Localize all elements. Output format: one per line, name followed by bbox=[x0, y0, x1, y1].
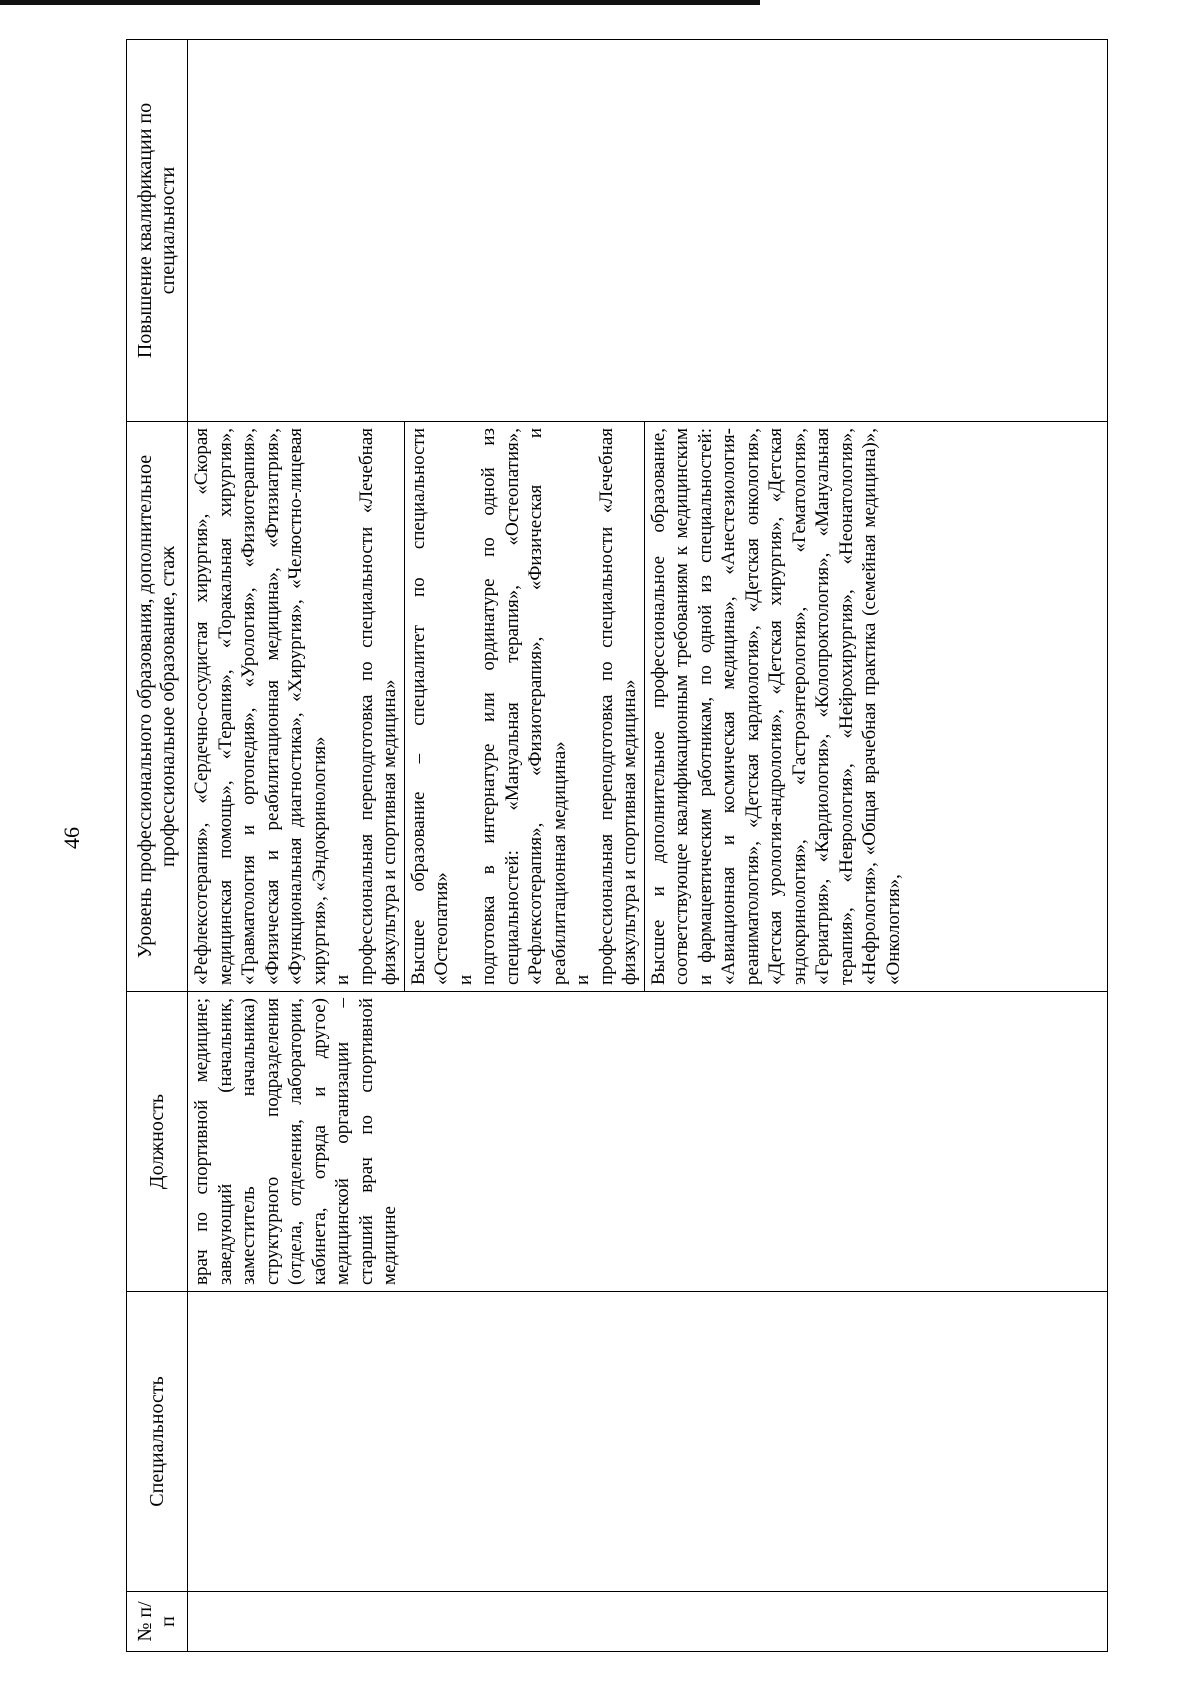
rotated-table-container bbox=[126, 40, 1108, 1652]
education-line: профессиональная переподготовка по специальности «Лечебная физкультура и спортивная медицина» bbox=[355, 428, 400, 985]
header-education: Уровень профессионального образования, дополнительное профессиональное образование, стаж bbox=[127, 422, 188, 992]
cell-position: врач по спортивной медицине; заведующий (начальник, заместитель начальника) структурного подразделения (отдела, отделения, лаборатории, кабинета, отряда и другое) медицинской организации – старший врач по спортивной медицине bbox=[188, 992, 1108, 1292]
header-qualification: Повышение квалификации по специальности bbox=[127, 40, 188, 422]
table-header-row bbox=[127, 40, 188, 1652]
education-line: и bbox=[454, 974, 476, 985]
page-number: 46 bbox=[59, 827, 84, 849]
scan-edge-line bbox=[0, 0, 760, 5]
education-line: и bbox=[572, 974, 593, 985]
education-block-2 bbox=[404, 422, 644, 991]
table-row bbox=[188, 40, 1108, 1652]
education-block-1 bbox=[188, 422, 404, 991]
education-line: Высшее образование – специалитет по специальности «Остеопатия» bbox=[407, 428, 452, 985]
cell-qualification bbox=[188, 40, 1108, 422]
education-line: Высшее и дополнительное профессиональное образование, соответствующее квалификационным требованиям к медицинским и фармацевтическим работникам, по одной из специальностей: «Авиационная и космическая медицина», «Анестезиология-реаниматология», «Детская кардиология», «Детская онкология», «Детская урология-андрология», «Детская хирургия», «Детская эндокринология», «Гастроэнтерология», «Гематология», «Гериатрия», «Кардиология», «Колопроктология», «Мануальная терапия», «Неврология», «Нейрохирургия», «Неонатология», «Нефрология», «Общая врачебная практика (семейная медицина)», «Онкология», bbox=[647, 428, 904, 985]
cell-num bbox=[188, 1592, 1108, 1652]
education-block-3 bbox=[644, 422, 908, 991]
qualification-table bbox=[126, 39, 1108, 1652]
education-line: профессиональная переподготовка по специальности «Лечебная физкультура и спортивная медицина» bbox=[595, 428, 640, 985]
education-line: подготовка в интернатуре или ординатуре по одной из специальностей: «Мануальная терапия», «Остеопатия», «Рефлексотерапия», «Физиотерапия», «Физическая и реабилитационная медицина» bbox=[478, 428, 570, 985]
header-num: № п/п bbox=[127, 1592, 188, 1652]
cell-education bbox=[188, 422, 1108, 992]
header-specialty: Специальность bbox=[127, 1292, 188, 1592]
header-position: Должность bbox=[127, 992, 188, 1292]
education-line: «Рефлексотерапия», «Сердечно-сосудистая хирургия», «Скорая медицинская помощь», «Терапия», «Торакальная хирургия», «Травматология и ортопедия», «Урология», «Физиотерапия», «Физическая и реабилитационная медицина», «Фтизиатрия», «Функциональная диагностика», «Хирургия», «Челюстно-лицевая хирургия», «Эндокринология» bbox=[191, 428, 330, 985]
cell-specialty bbox=[188, 1292, 1108, 1592]
education-line: и bbox=[332, 974, 353, 985]
